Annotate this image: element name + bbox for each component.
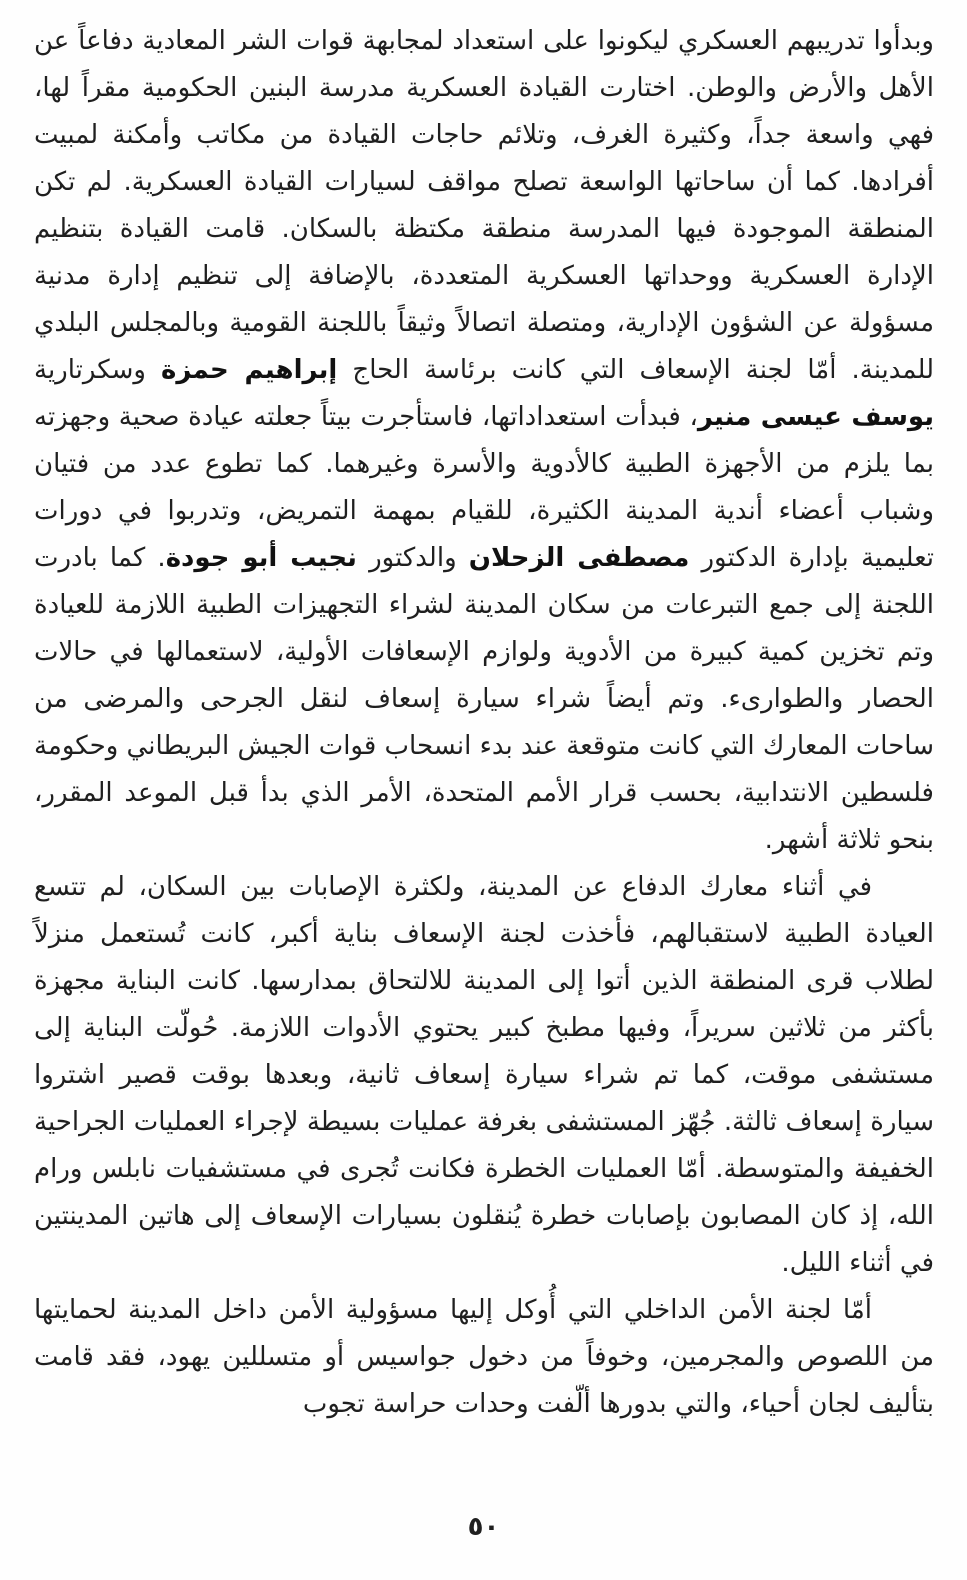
paragraph <box>34 18 934 864</box>
text-run: أمّا لجنة الأمن الداخلي التي أُوكل إليها مسؤولية الأمن داخل المدينة لحمايتها من اللصوص والمجرمين، وخوفاً من دخول جواسيس أو متسللين يهود، فقد قامت بتأليف لجان أحياء، والتي بدورها ألّفت وحدات حراسة تجوب <box>34 1295 934 1419</box>
text-run: ، فبدأت استعداداتها، فاستأجرت بيتاً جعلته عيادة صحية وجهزته بما يلزم من الأجهزة الطبية كالأدوية والأسرة وغيرهما. كما تطوع عدد من فتيان وشباب أعضاء أندية المدينة الكثيرة، للقيام بمهمة التمريض، وتدربوا في دورات تعليمية بإدارة الدكتور <box>34 402 934 573</box>
bold-name: مصطفى الزحلان <box>468 543 690 573</box>
paragraph <box>34 864 934 1287</box>
text-run: في أثناء معارك الدفاع عن المدينة، ولكثرة الإصابات بين السكان، لم تتسع العيادة الطبية لاستقبالهم، فأخذت لجنة الإسعاف بناية أكبر، كانت تُستعمل منزلاً لطلاب قرى المنطقة الذين أتوا إلى المدينة للالتحاق بمدارسها. كانت البناية مجهزة بأكثر من ثلاثين سريراً، وفيها مطبخ كبير يحتوي الأدوات اللازمة. حُولّت البناية إلى مستشفى موقت، كما تم شراء سيارة إسعاف ثانية، وبعدها بوقت قصير اشتروا سيارة إسعاف ثالثة. جُهّز المستشفى بغرفة عمليات بسيطة لإجراء العمليات الجراحية الخفيفة والمتوسطة. أمّا العمليات الخطرة فكانت تُجرى في مستشفيات نابلس ورام الله، إذ كان المصابون بإصابات خطرة يُنقلون بسيارات الإسعاف إلى هاتين المدينتين في أثناء الليل. <box>34 872 934 1278</box>
bold-name: إبراهيم حمزة <box>161 355 338 385</box>
body-text <box>34 18 934 1428</box>
bold-name: نجيب أبو جودة <box>165 543 357 573</box>
page-number: ٥٠ <box>467 1512 500 1542</box>
paragraph <box>34 1287 934 1428</box>
text-run: وبدأوا تدريبهم العسكري ليكونوا على استعداد لمجابهة قوات الشر المعادية دفاعاً عن الأهل والأرض والوطن. اختارت القيادة العسكرية مدرسة البنين الحكومية مقراً لها، فهي واسعة جداً، وكثيرة الغرف، وتلائم حاجات القيادة من مكاتب وأمكنة لمبيت أفرادها. كما أن ساحاتها الواسعة تصلح مواقف لسيارات القيادة العسكرية. لم تكن المنطقة الموجودة فيها المدرسة منطقة مكتظة بالسكان. قامت القيادة بتنظيم الإدارة العسكرية ووحداتها العسكرية المتعددة، بالإضافة إلى تنظيم إدارة مدنية مسؤولة عن الشؤون الإدارية، ومتصلة اتصالاً وثيقاً باللجنة القومية وبالمجلس البلدي للمدينة. أمّا لجنة الإسعاف التي كانت برئاسة الحاج <box>34 26 934 385</box>
text-run: والدكتور <box>356 543 469 573</box>
text-run: وسكرتارية <box>34 355 161 385</box>
text-run: . كما بادرت اللجنة إلى جمع التبرعات من سكان المدينة لشراء التجهيزات الطبية اللازمة للعيادة وتم تخزين كمية كبيرة من الأدوية ولوازم الإسعافات الأولية، لاستعمالها في حالات الحصار والطوارىء. وتم أيضاً شراء سيارة إسعاف لنقل الجرحى والمرضى من ساحات المعارك التي كانت متوقعة عند بدء انسحاب قوات الجيش البريطاني وحكومة فلسطين الانتدابية، بحسب قرار الأمم المتحدة، الأمر الذي بدأ قبل الموعد المقرر، بنحو ثلاثة أشهر. <box>33 543 934 855</box>
bold-name: يوسف عيسى منير <box>697 402 934 432</box>
